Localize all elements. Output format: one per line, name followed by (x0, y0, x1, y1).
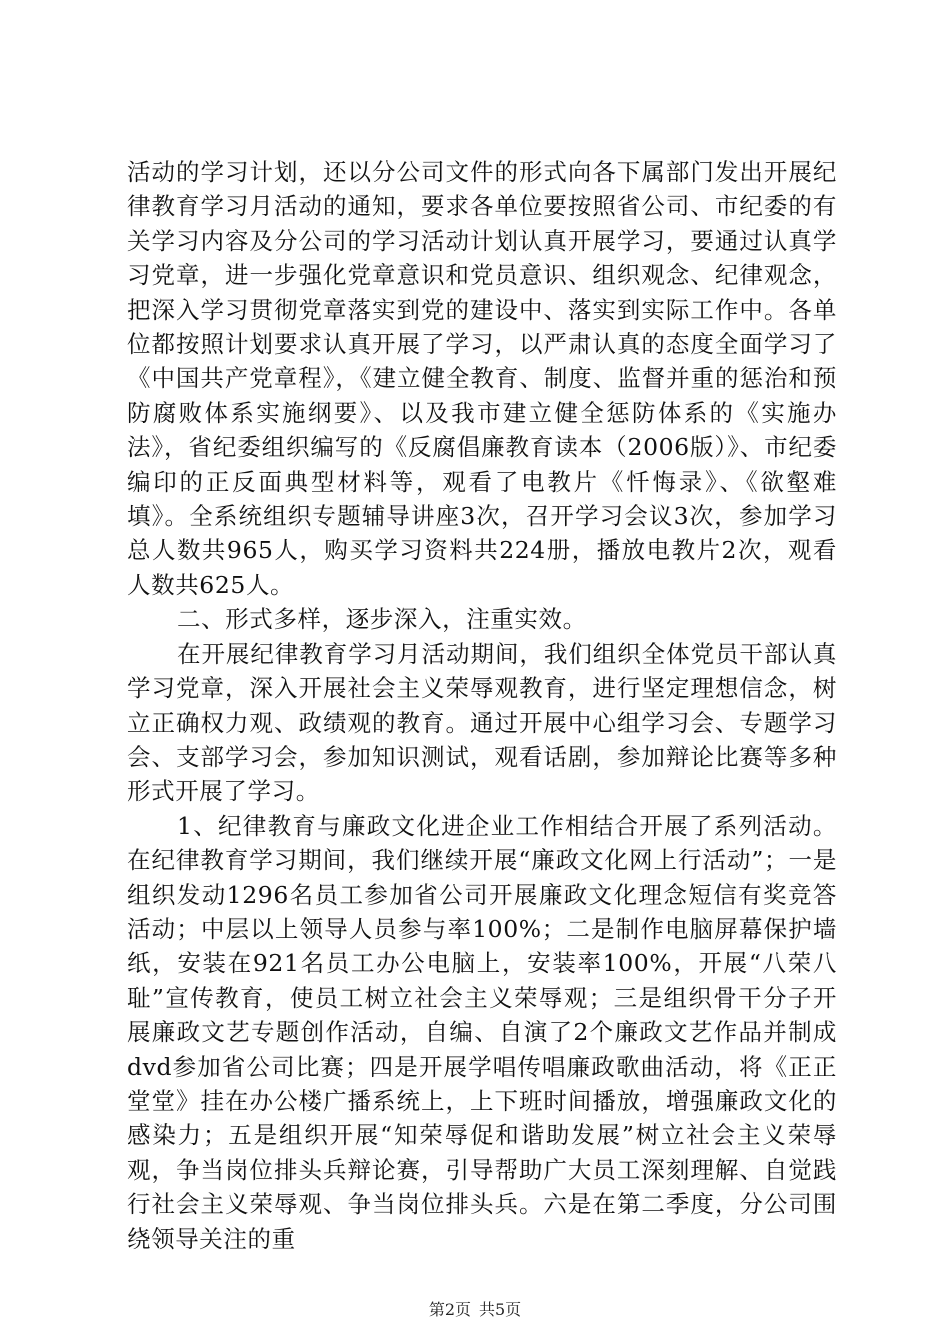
page-number: 第2页 (428, 1300, 471, 1319)
paragraph-study-plan: 活动的学习计划，还以分公司文件的形式向各下属部门发出开展纪律教育学习月活动的通知，要求各单位要按照省公司、市纪委的有关学习内容及分公司的学习活动计划认真开展学习，要通过认真学习党章，进一步强化党章意识和党员意识、组织观念、纪律观念，把深入学习贯彻党章落实到党的建设中、落实到实际工作中。各单位都按照计划要求认真开展了学习，以严肃认真的态度全面学习了《中国共产党章程》，《建立健全教育、制度、监督并重的惩治和预防腐败体系实施纲要》、以及我市建立健全惩防体系的《实施办法》，省纪委组织编写的《反腐倡廉教育读本（2006版）》、市纪委编印的正反面典型材料等，观看了电教片《忏悔录》、《欲壑难填》。全系统组织专题辅导讲座3次，召开学习会议3次，参加学习总人数共965人，购买学习资料共224册，播放电教片2次，观看人数共625人。 (127, 158, 837, 599)
page-footer (0, 1300, 950, 1320)
section-heading-two: 二、形式多样，逐步深入，注重实效。 (177, 605, 587, 634)
page-total: 共5页 (479, 1300, 522, 1319)
paragraph-item-one: 1、纪律教育与廉政文化进企业工作相结合开展了系列活动。在纪律教育学习期间，我们继续开展“廉政文化网上行活动”；一是组织发动1296名员工参加省公司开展廉政文化理念短信有奖竞答活动；中层以上领导人员参与率100%；二是制作电脑屏幕保护墙纸，安装在921名员工办公电脑上，安装率100%，开展“八荣八耻”宣传教育，使员工树立社会主义荣辱观；三是组织骨干分子开展廉政文艺专题创作活动，自编、自演了2个廉政文艺作品并制成dvd参加省公司比赛；四是开展学唱传唱廉政歌曲活动，将《正正堂堂》挂在办公楼广播系统上，上下班时间播放，增强廉政文化的感染力；五是组织开展“知荣辱促和谐助发展”树立社会主义荣辱观，争当岗位排头兵辩论赛，引导帮助广大员工深刻理解、自觉践行社会主义荣辱观、争当岗位排头兵。六是在第二季度，分公司围绕领导关注的重 (127, 811, 837, 1253)
document-body (127, 155, 837, 1256)
paragraph-activities: 在开展纪律教育学习月活动期间，我们组织全体党员干部认真学习党章，深入开展社会主义荣辱观教育，进行坚定理想信念，树立正确权力观、政绩观的教育。通过开展中心组学习会、专题学习会、支部学习会，参加知识测试，观看话剧，参加辩论比赛等多种形式开展了学习。 (127, 639, 837, 806)
